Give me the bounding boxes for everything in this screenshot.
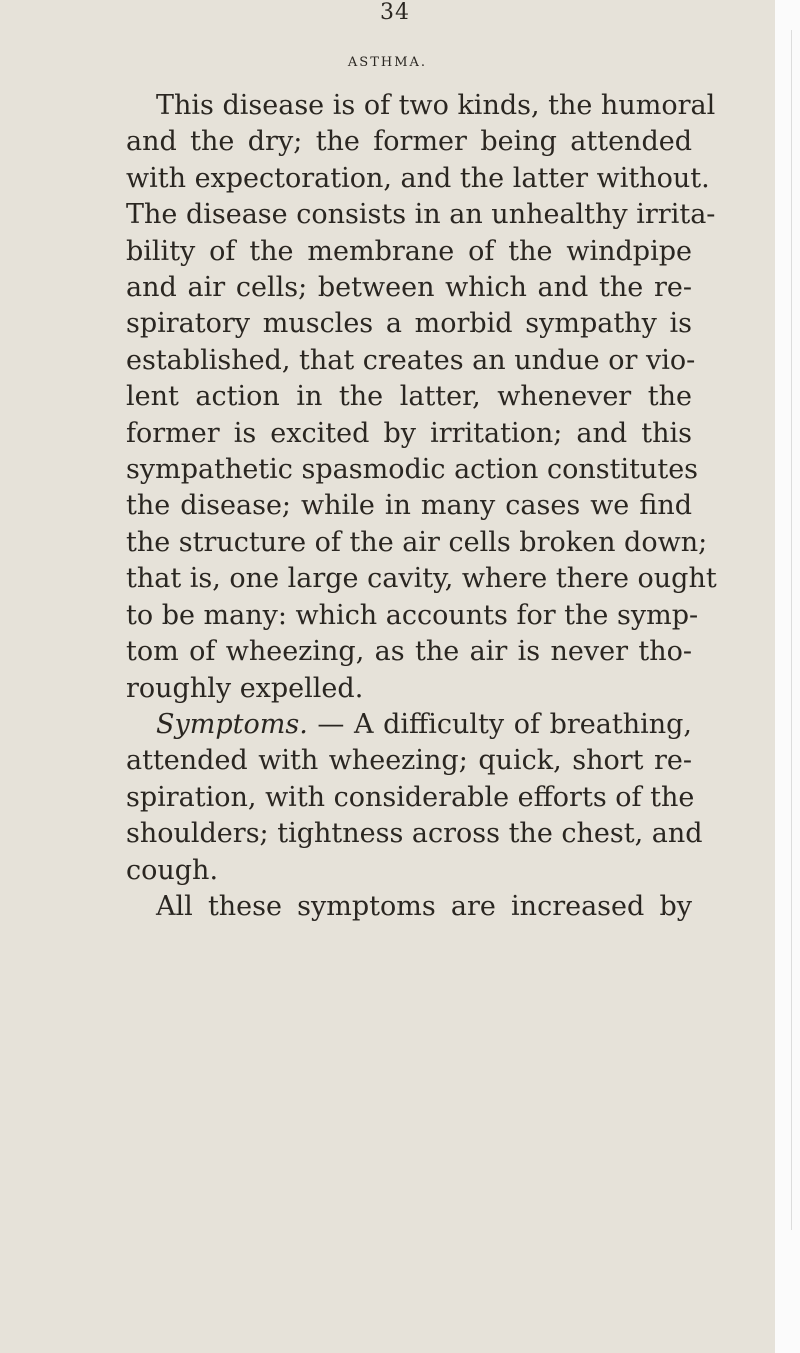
text-line: The disease consists in an unhealthy irrita-	[126, 199, 716, 231]
text-line: lent action in the latter, whenever the	[126, 381, 692, 413]
text-line: sympathetic spasmodic action constitutes	[126, 454, 699, 486]
text-line: established, that creates an undue or vio-	[126, 344, 696, 376]
symptoms-heading-line	[126, 707, 692, 743]
text-line: the structure of the air cells broken down;	[126, 526, 708, 558]
text-line: shoulders; tightness across the chest, and	[126, 818, 703, 850]
text-line: bility of the membrane of the windpipe	[126, 235, 692, 267]
text-line: and air cells; between which and the re-	[126, 272, 692, 304]
text-line: and the dry; the former being attended	[126, 126, 692, 158]
text-line: cough.	[126, 854, 219, 886]
body-text	[126, 88, 717, 925]
text-line: the disease; while in many cases we find	[126, 490, 692, 522]
text-line: attended with wheezing; quick, short re-	[126, 745, 692, 777]
text-line: All these symptoms are increased by	[156, 890, 692, 922]
text-line: tom of wheezing, as the air is never tho-	[126, 636, 692, 668]
text-line: spiratory muscles a morbid sympathy is	[126, 308, 692, 340]
symptoms-heading: Symptoms.	[156, 708, 308, 740]
text-line: spiration, with considerable efforts of the	[126, 781, 695, 813]
edge-line	[791, 30, 792, 1230]
text-line: — A difficulty of breathing,	[307, 708, 692, 740]
text-line: roughly expelled.	[126, 672, 364, 704]
page-number: 34	[380, 0, 410, 25]
page-edge	[775, 0, 800, 1353]
text-line: with expectoration, and the latter without.	[126, 162, 710, 194]
text-line: This disease is of two kinds, the humoral	[156, 90, 716, 121]
running-head: ASTHMA.	[347, 55, 428, 70]
text-line: former is excited by irritation; and this	[126, 417, 692, 449]
text-line: that is, one large cavity, where there ought	[126, 563, 717, 595]
text-line: to be many: which accounts for the symp-	[126, 599, 699, 631]
